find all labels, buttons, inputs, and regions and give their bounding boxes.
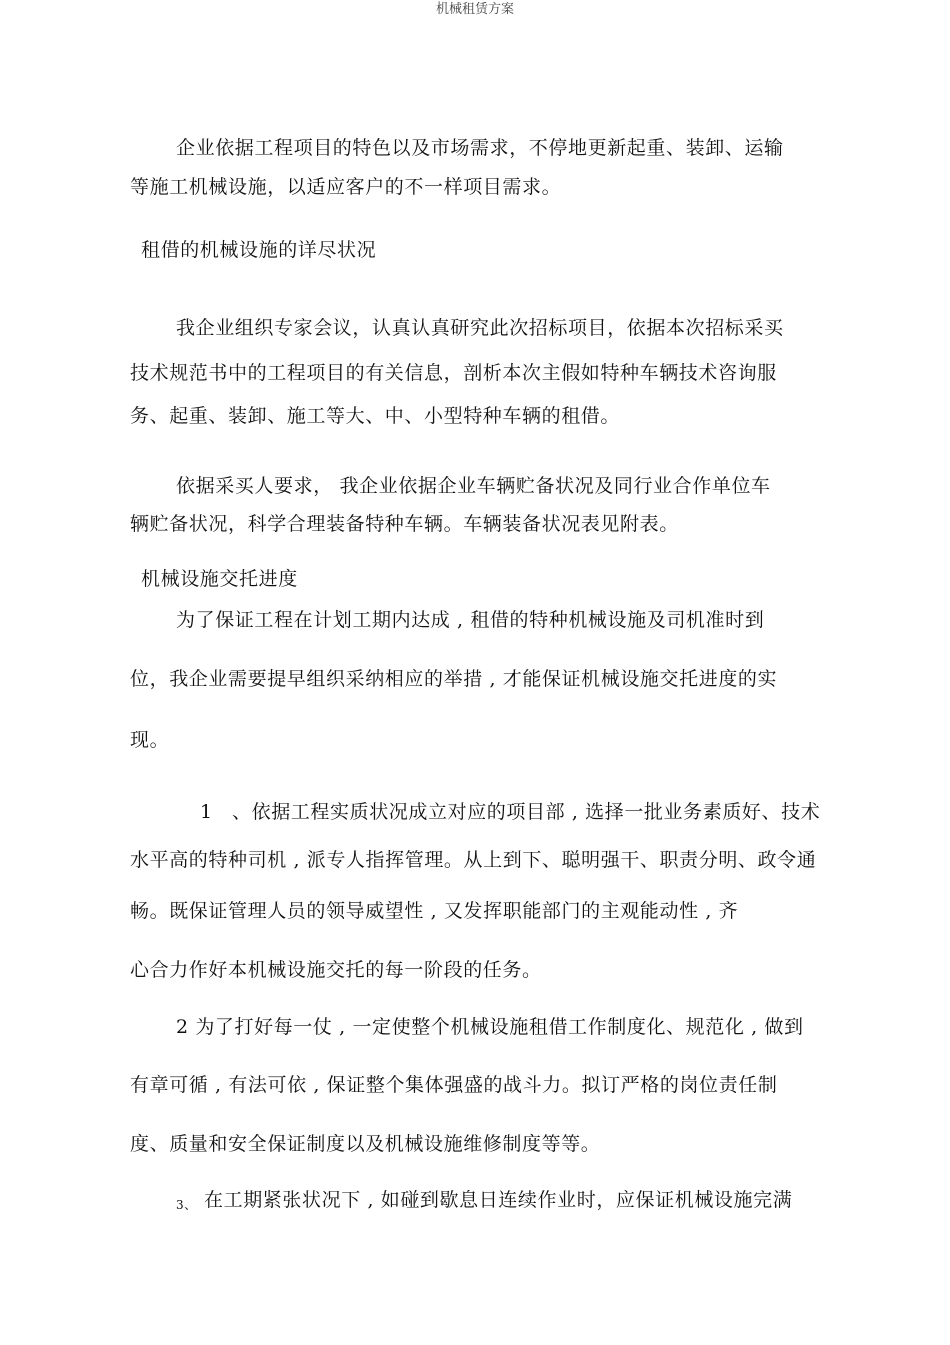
paragraph-3-line-2: 辆贮备状况，科学合理装备特种车辆。车辆装备状况表见附表。 [130,513,679,535]
item-3-separator: 、 [184,1198,197,1212]
item-3-marker [176,1188,197,1217]
paragraph-2-line-1: 我企业组织专家会议，认真认真研究此次招标项目，依据本次招标采买 [176,317,784,339]
item-1-line-4: 心合力作好本机械设施交托的每一阶段的任务。 [130,959,542,981]
section-heading-delivery-schedule: 机械设施交托进度 [141,568,298,590]
page-header-title: 机械租赁方案 [435,2,514,17]
item-1-number: 1 [200,801,213,823]
paragraph-4-line-2: 位，我企业需要提早组织采纳相应的举措 , 才能保证机械设施交托进度的实 [130,668,778,690]
item-2-line-3: 度、质量和安全保证制度以及机械设施维修制度等等。 [130,1133,601,1155]
paragraph-4-line-1: 为了保证工程在计划工期内达成 , 租借的特种机械设施及司机准时到 [176,609,765,631]
item-3-number: 3 [176,1198,185,1212]
paragraph-2-line-3: 务、起重、装卸、施工等大、中、小型特种车辆的租借。 [130,405,621,427]
item-2-line-2: 有章可循 , 有法可依 , 保证整个集体强盛的战斗力。拟订严格的岗位责任制 [130,1074,778,1096]
item-1-line-2: 水平高的特种司机 , 派专人指挥管理。从上到下、聪明强干、职责分明、政令通 [130,849,817,871]
paragraph-1-line-2: 等施工机械设施，以适应客户的不一样项目需求。 [130,176,562,198]
paragraph-4-line-3: 现。 [130,729,170,751]
item-1-line-3: 畅。既保证管理人员的领导威望性 , 又发挥职能部门的主观能动性 , 齐 [130,900,739,922]
paragraph-3-line-1: 依据采买人要求， 我企业依据企业车辆贮备状况及同行业合作单位车 [176,475,771,497]
paragraph-1-line-1: 企业依据工程项目的特色以及市场需求，不停地更新起重、装卸、运输 [176,137,784,159]
paragraph-2-line-2: 技术规范书中的工程项目的有关信息，剖析本次主假如特种车辆技术咨询服 [130,362,777,384]
item-3-line-1: 在工期紧张状况下 , 如碰到歇息日连续作业时，应保证机械设施完满 [204,1189,793,1211]
item-2-line-1: 2 为了打好每一仗 , 一定使整个机械设施租借工作制度化、规范化 , 做到 [176,1016,804,1038]
item-1-line-1: 、依据工程实质状况成立对应的项目部 , 选择一批业务素质好、技术 [232,801,821,823]
section-heading-equipment-details: 租借的机械设施的详尽状况 [141,239,377,261]
